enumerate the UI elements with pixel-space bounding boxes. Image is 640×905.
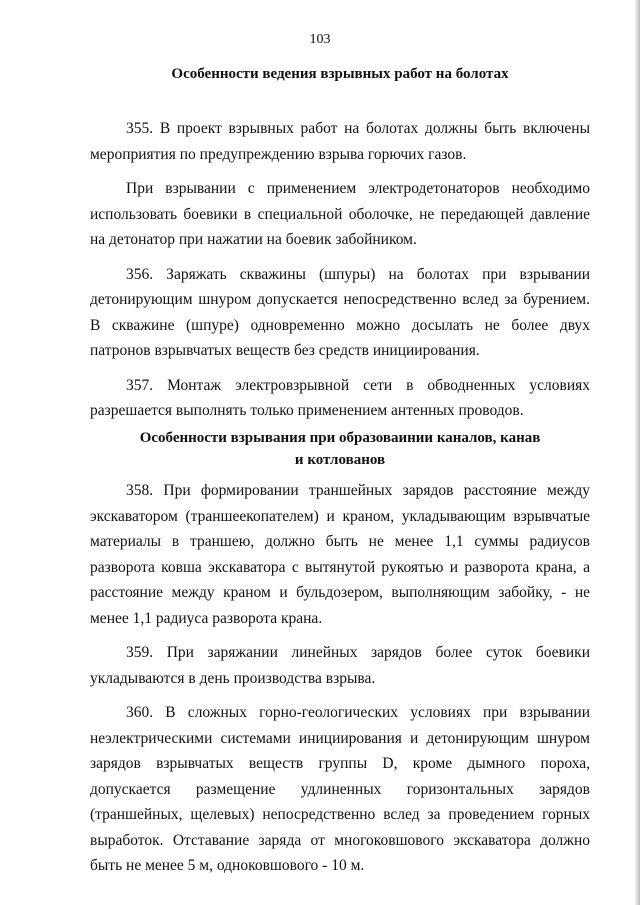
paragraph-359: 359. При заряжании линейных зарядов более суток боевики укладываются в день производства взрыва. (90, 644, 590, 687)
section-body-channels (90, 478, 590, 888)
paragraph-electrodetonators: При взрывании с применением электродетонаторов необходимо использовать боевики в специальной оболочке, не передающей давление на детонатор при нажатии на боевик забойником. (90, 180, 590, 248)
paragraph-358: 358. При формировании траншейных зарядов расстояние между экскаватором (траншеекопателем) и краном, укладывающим взрывчатые материалы в траншею, должно быть не менее 1,1 суммы радиусов разворота ковша экскаватора с вытянутой рукоятью и разворота крана, а расстояние между краном и бульдозером, выполняющим забойку, - не менее 1,1 радиуса разворота крана. (90, 482, 590, 627)
section-heading-channels-line-2: и котлованов (294, 452, 386, 468)
paragraph-360: 360. В сложных горно-геологических условиях при взрывании неэлектрическими системами инициирования и детонирующим шнуром зарядов взрывчатых веществ группы D, кроме дымного пороха, допускается размещение удлиненных горизонтальных зарядов (траншейных, щелевых) непосредственно вслед за проведением горных выработок. Отставание заряда от многоковшового экскаватора должно быть не менее 5 м, одноковшового - 10 м. (90, 704, 590, 874)
section-heading-channels (90, 427, 590, 471)
section-heading-swamps (90, 63, 590, 85)
paragraph-357: 357. Монтаж электровзрывной сети в обводненных условиях разрешается выполнять только применением антенных проводов. (90, 376, 590, 419)
page-edge-shadow (634, 0, 640, 905)
paragraph-356: 356. Заряжать скважины (шпуры) на болотах при взрывании детонирующим шнуром допускается непосредственно вслед за бурением. В скважине (шпуре) одновременно можно досылать не более двух патронов взрывчатых веществ без средств инициирования. (90, 265, 590, 359)
page-number: 103 (309, 32, 331, 47)
paragraph-355: 355. В проект взрывных работ на болотах должны быть включены мероприятия по предупреждению взрыва горючих газов. (90, 120, 590, 163)
section-body-swamps (90, 116, 590, 433)
section-heading-channels-line-1: Особенности взрывания при образоваинии каналов, канав (139, 430, 541, 446)
section-heading-swamps-text: Особенности ведения взрывных работ на болотах (171, 66, 509, 82)
